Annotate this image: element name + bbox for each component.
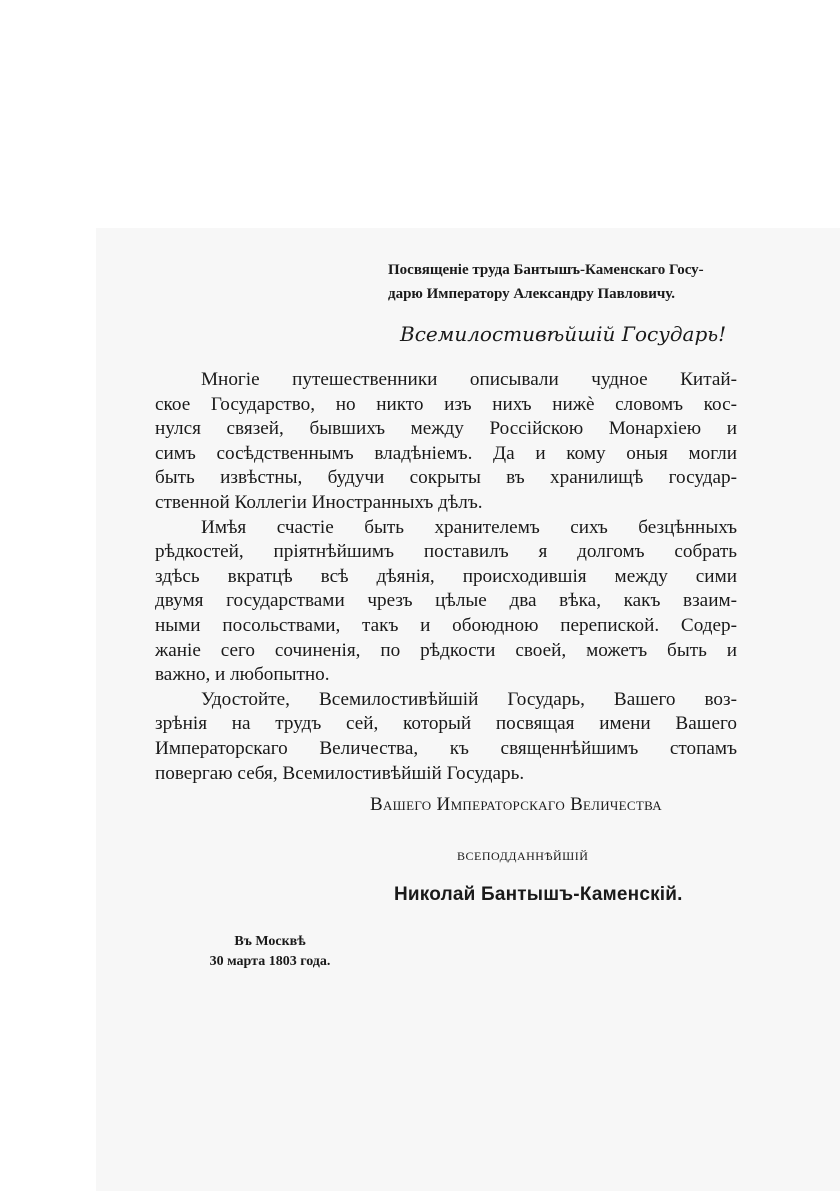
dedication-heading — [388, 258, 733, 306]
dedication-heading-line-1: Посвященіе труда Бантышъ-Каменскаго Госу- — [388, 262, 704, 278]
text-line: повергаю себя, Всемилостивѣйшій Государь. — [155, 762, 525, 784]
text-line: здѣсь вкратцѣ всѣ дѣянія, происходившія между сими — [155, 565, 737, 587]
text-line: Удостойте, Всемилостивѣйшій Государь, Вашего воз- — [201, 688, 737, 710]
text-line: Многіе путешественники описывали чудное Китай- — [201, 369, 737, 390]
text-line: двумя государствами чрезъ цѣлые два вѣка, какъ взаим- — [155, 590, 737, 612]
text-line: важно, и любопытно. — [155, 664, 330, 686]
text-line: нулся связей, бывшихъ между Россійскою Монархіею и — [155, 418, 737, 440]
text-line: Императорскаго Величества, къ священнѣйшимъ стопамъ — [155, 737, 737, 759]
text-line: симъ сосѣдственнымъ владѣніемъ. Да и кому оныя могли — [155, 442, 737, 464]
text-line: ское Государство, но никто изъ нихъ нижѐ словомъ кос- — [155, 393, 737, 415]
text-line: зрѣнія на трудъ сей, который посвящая имени Вашего — [155, 713, 737, 735]
text-line: Имѣя счастіе быть хранителемъ сихъ безцѣнныхъ — [201, 516, 737, 538]
text-line: ственной Коллегіи Иностранныхъ дѣлъ. — [155, 491, 483, 513]
text-line: быть извѣстны, будучи сокрыты въ хранилищѣ государ- — [155, 467, 737, 489]
place-and-date — [190, 932, 350, 972]
closing-humble: всеподданнѣйшій — [457, 845, 589, 864]
paragraph-2 — [155, 516, 737, 688]
date: 30 марта 1803 года. — [209, 954, 331, 969]
place: Въ Москвѣ — [234, 934, 306, 949]
paragraph-3 — [155, 688, 737, 786]
letter-body — [155, 368, 737, 786]
text-line: жаніе сего сочиненія, по рѣдкости своей, можетъ быть и — [155, 639, 737, 661]
text-line: рѣдкостей, пріятнѣйшимъ поставилъ я долгомъ собрать — [155, 541, 737, 563]
closing-address: Вашего Императорскаго Величества — [370, 794, 662, 815]
salutation: Всемилостивѣйшій Государь! — [400, 322, 727, 346]
text-line: ными посольствами, такъ и обоюдною перепиской. Содер- — [155, 614, 737, 636]
dedication-heading-line-2: дарю Императору Александру Павловичу. — [388, 286, 676, 302]
signature: Николай Бантышъ-Каменскій. — [394, 884, 683, 905]
paragraph-1 — [155, 368, 737, 516]
